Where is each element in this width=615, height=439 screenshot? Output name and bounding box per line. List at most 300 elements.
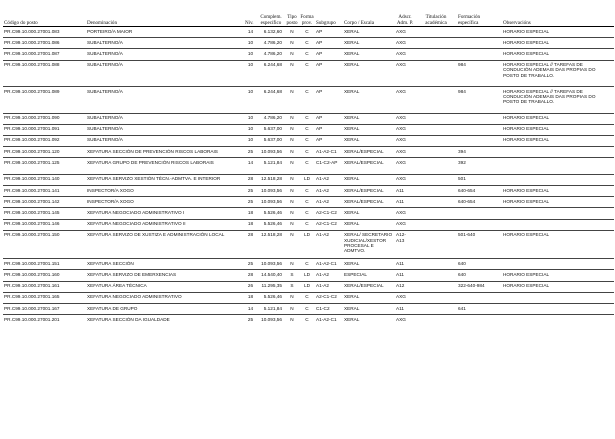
cell-complemento: 5.637,00: [257, 135, 285, 146]
cell-titulacion: [415, 87, 457, 114]
cell-tipo: N: [285, 315, 299, 326]
cell-tipo: N: [285, 124, 299, 135]
cell-titulacion: [415, 270, 457, 281]
table-row: [3, 208, 614, 219]
table-row: [3, 281, 614, 292]
cell-complemento: 10.093,56: [257, 186, 285, 197]
cell-forma: LD: [299, 230, 315, 259]
cell-denominacion: PORTEIRO/A MAIOR: [86, 27, 244, 38]
cell-codigo: PR.C99.10.000.27001.165: [3, 292, 86, 303]
cell-tipo: N: [285, 292, 299, 303]
cell-titulacion: [415, 158, 457, 175]
cell-titulacion: [415, 281, 457, 292]
cell-adscr: AXG: [395, 60, 415, 87]
cell-denominacion: SUBALTERNO/A: [86, 60, 244, 87]
cell-nivel: 25: [244, 197, 257, 208]
cell-observacions: [502, 174, 614, 185]
cell-formacion: [457, 315, 502, 326]
table-row: [3, 304, 614, 315]
cell-adscr: AXG: [395, 113, 415, 124]
header-codigo: Código do posto: [4, 20, 38, 26]
cell-nivel: 14: [244, 27, 257, 38]
cell-titulacion: [415, 60, 457, 87]
cell-codigo: PR.C99.10.000.27001.090: [3, 113, 86, 124]
cell-codigo: PR.C99.10.000.27001.201: [3, 315, 86, 326]
cell-forma: C: [299, 259, 315, 270]
cell-forma: C: [299, 208, 315, 219]
cell-titulacion: [415, 38, 457, 49]
cell-formacion: 984: [457, 60, 502, 87]
cell-adscr: AXG: [395, 38, 415, 49]
cell-tipo: N: [285, 38, 299, 49]
header-titulacion-top: Titulación: [425, 14, 447, 20]
cell-forma: C: [299, 147, 315, 158]
cell-observacions: HORARIO ESPECIAL: [502, 124, 614, 135]
cell-nivel: 10: [244, 38, 257, 49]
cell-denominacion: XEFATURA SECCIÓN: [86, 259, 244, 270]
cell-forma: C: [299, 292, 315, 303]
cell-codigo: PR.C99.10.000.27001.142: [3, 197, 86, 208]
cell-denominacion: XEFATURA DE GRUPO: [86, 304, 244, 315]
cell-observacions: [502, 315, 614, 326]
cell-forma: C: [299, 60, 315, 87]
header-tipo-top: Tipo: [287, 14, 297, 20]
cell-corpo: XERAL: [343, 292, 395, 303]
cell-nivel: 25: [244, 186, 257, 197]
table-row: [3, 27, 614, 38]
cell-titulacion: [415, 174, 457, 185]
cell-nivel: 10: [244, 87, 257, 114]
cell-adscr: AXG: [395, 174, 415, 185]
header-titulacion: [415, 9, 457, 27]
cell-titulacion: [415, 259, 457, 270]
cell-complemento: 12.518,28: [257, 174, 285, 185]
cell-observacions: HORARIO ESPECIAL: [502, 186, 614, 197]
header-titulacion-bottom: académica: [425, 20, 447, 26]
cell-adscr: AXG: [395, 292, 415, 303]
cell-nivel: 25: [244, 259, 257, 270]
cell-formacion: 984: [457, 87, 502, 114]
cell-formacion: 501-640: [457, 230, 502, 259]
table-row: [3, 230, 614, 259]
header-complemento-bottom: específico: [260, 20, 282, 26]
cell-complemento: 6.244,68: [257, 87, 285, 114]
cell-complemento: 10.093,56: [257, 315, 285, 326]
header-corpo: Corpo / Escala: [344, 20, 374, 26]
cell-forma: C: [299, 27, 315, 38]
cell-formacion: [457, 124, 502, 135]
table-row: [3, 158, 614, 175]
cell-observacions: [502, 304, 614, 315]
cell-corpo: XERAL: [343, 87, 395, 114]
cell-codigo: PR.C99.10.000.27001.160: [3, 270, 86, 281]
cell-subgrupo: AP: [315, 60, 343, 87]
cell-observacions: HORARIO ESPECIAL // TAREFAS DE CONDUCIÓN ADEMAIS DAS PROPIAS DO POSTO DE TRABALLO.: [502, 87, 614, 114]
cell-forma: LD: [299, 270, 315, 281]
cell-denominacion: SUBALTERNO/A: [86, 87, 244, 114]
table-row: [3, 49, 614, 60]
cell-observacions: [502, 259, 614, 270]
cell-observacions: HORARIO ESPECIAL: [502, 270, 614, 281]
cell-corpo: XERAL/ESPECIAL: [343, 281, 395, 292]
cell-denominacion: XEFATURA SECCIÓN DE PREVENCIÓN RISCOS LABORAIS: [86, 147, 244, 158]
cell-formacion: [457, 49, 502, 60]
cell-observacions: HORARIO ESPECIAL: [502, 135, 614, 146]
cell-codigo: PR.C99.10.000.27001.089: [3, 87, 86, 114]
cell-complemento: 5.637,00: [257, 124, 285, 135]
cell-corpo: ESPECIAL: [343, 270, 395, 281]
cell-codigo: PR.C99.10.000.27001.146: [3, 219, 86, 230]
cell-formacion: 392: [457, 158, 502, 175]
cell-nivel: 28: [244, 270, 257, 281]
cell-corpo: XERAL: [343, 219, 395, 230]
header-forma-top: Forma: [300, 14, 314, 20]
header-tipo: [285, 9, 299, 27]
cell-corpo: XERAL: [343, 27, 395, 38]
cell-tipo: N: [285, 230, 299, 259]
header-tipo-bottom: posto: [286, 20, 298, 26]
cell-observacions: HORARIO ESPECIAL: [502, 281, 614, 292]
table-row: [3, 270, 614, 281]
cell-subgrupo: A1-A2-C1: [315, 147, 343, 158]
header-adscr-top: Adscr.: [398, 14, 412, 20]
cell-forma: LD: [299, 281, 315, 292]
cell-adscr: AXG: [395, 49, 415, 60]
cell-codigo: PR.C99.10.000.27001.088: [3, 60, 86, 87]
table-header-row: [3, 9, 614, 27]
cell-complemento: 4.786,20: [257, 49, 285, 60]
cell-complemento: 5.526,46: [257, 208, 285, 219]
cell-codigo: PR.C99.10.000.27001.120: [3, 147, 86, 158]
posts-table: [3, 9, 614, 325]
cell-subgrupo: A2-C1-C2: [315, 292, 343, 303]
cell-adscr: A11: [395, 197, 415, 208]
cell-complemento: 5.121,84: [257, 304, 285, 315]
cell-tipo: N: [285, 60, 299, 87]
cell-tipo: N: [285, 113, 299, 124]
cell-tipo: N: [285, 208, 299, 219]
cell-complemento: 10.093,56: [257, 259, 285, 270]
cell-forma: C: [299, 186, 315, 197]
cell-subgrupo: AP: [315, 38, 343, 49]
table-row: [3, 292, 614, 303]
cell-corpo: XERAL: [343, 49, 395, 60]
cell-complemento: 14.540,40: [257, 270, 285, 281]
cell-titulacion: [415, 197, 457, 208]
cell-denominacion: INSPECTOR/A XOGO: [86, 197, 244, 208]
table-row: [3, 197, 614, 208]
cell-codigo: PR.C99.10.000.27001.161: [3, 281, 86, 292]
cell-tipo: N: [285, 304, 299, 315]
header-complemento: [257, 9, 285, 27]
cell-adscr: AXG: [395, 158, 415, 175]
cell-subgrupo: A1-A2: [315, 230, 343, 259]
header-nivel: Niv.: [245, 20, 254, 26]
cell-tipo: N: [285, 219, 299, 230]
cell-titulacion: [415, 49, 457, 60]
cell-adscr: A11: [395, 304, 415, 315]
cell-observacions: HORARIO ESPECIAL: [502, 27, 614, 38]
cell-nivel: 28: [244, 230, 257, 259]
table-row: [3, 87, 614, 114]
cell-corpo: XERAL/ESPECIAL: [343, 186, 395, 197]
cell-complemento: 5.526,46: [257, 219, 285, 230]
cell-formacion: 640: [457, 259, 502, 270]
cell-formacion: [457, 38, 502, 49]
cell-observacions: [502, 292, 614, 303]
cell-corpo: XERAL: [343, 304, 395, 315]
cell-adscr: A11: [395, 270, 415, 281]
cell-titulacion: [415, 135, 457, 146]
table-row: [3, 124, 614, 135]
cell-forma: C: [299, 124, 315, 135]
cell-formacion: [457, 135, 502, 146]
cell-observacions: HORARIO ESPECIAL: [502, 230, 614, 259]
cell-titulacion: [415, 27, 457, 38]
cell-tipo: N: [285, 135, 299, 146]
cell-formacion: 322-640-984: [457, 281, 502, 292]
cell-adscr: A12-A13: [395, 230, 415, 259]
cell-codigo: PR.C99.10.000.27001.141: [3, 186, 86, 197]
cell-forma: C: [299, 38, 315, 49]
cell-observacions: [502, 147, 614, 158]
cell-corpo: XERAL/ SECRETARIO XUDICIAL/XESTOR PROCESAL E ADMTVO.: [343, 230, 395, 259]
cell-nivel: 10: [244, 49, 257, 60]
cell-subgrupo: C1-C2-AP: [315, 158, 343, 175]
cell-codigo: PR.C99.10.000.27001.083: [3, 27, 86, 38]
cell-nivel: 18: [244, 292, 257, 303]
cell-forma: C: [299, 304, 315, 315]
table-row: [3, 135, 614, 146]
cell-subgrupo: A1-A2-C1: [315, 259, 343, 270]
cell-tipo: S: [285, 270, 299, 281]
cell-subgrupo: A1-A2: [315, 270, 343, 281]
cell-denominacion: XEFATURA SERVIZO DE EMERXENCIAS: [86, 270, 244, 281]
cell-denominacion: XEFATURA NEGOCIADO ADMINISTRATIVO: [86, 292, 244, 303]
cell-forma: C: [299, 135, 315, 146]
cell-subgrupo: A1-A2: [315, 174, 343, 185]
cell-tipo: N: [285, 158, 299, 175]
cell-subgrupo: AP: [315, 49, 343, 60]
cell-codigo: PR.C99.10.000.27001.140: [3, 174, 86, 185]
cell-denominacion: SUBALTERNO/A: [86, 124, 244, 135]
cell-subgrupo: A1-A2: [315, 281, 343, 292]
header-formacion-bottom: específica: [458, 20, 479, 26]
cell-tipo: N: [285, 186, 299, 197]
cell-observacions: HORARIO ESPECIAL // TAREFAS DE CONDUCIÓN ADEMAIS DAS PROPIAS DO POSTO DE TRABALLO.: [502, 60, 614, 87]
cell-denominacion: XEFATURA SECCIÓN DA IGUALDADE: [86, 315, 244, 326]
cell-denominacion: XEFATURA NEGOCIADO ADMINISTRATIVO II: [86, 219, 244, 230]
cell-complemento: 6.132,60: [257, 27, 285, 38]
cell-formacion: [457, 27, 502, 38]
cell-subgrupo: AP: [315, 135, 343, 146]
cell-corpo: XERAL: [343, 208, 395, 219]
cell-subgrupo: AP: [315, 124, 343, 135]
table-row: [3, 259, 614, 270]
cell-corpo: XERAL: [343, 174, 395, 185]
cell-forma: C: [299, 113, 315, 124]
header-adscr-bottom: Adm. P.: [396, 20, 414, 26]
cell-adscr: AXG: [395, 124, 415, 135]
cell-codigo: PR.C99.10.000.27001.086: [3, 38, 86, 49]
cell-nivel: 14: [244, 304, 257, 315]
cell-codigo: PR.C99.10.000.27001.125: [3, 158, 86, 175]
cell-denominacion: XEFATURA SERVIZO XESTIÓN TÉCN.-ADMTVA. E INTERIOR: [86, 174, 244, 185]
table-row: [3, 219, 614, 230]
header-adscr: [395, 9, 415, 27]
cell-tipo: N: [285, 147, 299, 158]
cell-subgrupo: AP: [315, 113, 343, 124]
cell-nivel: 10: [244, 113, 257, 124]
cell-complemento: 11.295,35: [257, 281, 285, 292]
cell-nivel: 14: [244, 158, 257, 175]
table-row: [3, 113, 614, 124]
cell-tipo: N: [285, 27, 299, 38]
cell-tipo: N: [285, 87, 299, 114]
cell-titulacion: [415, 208, 457, 219]
cell-nivel: 28: [244, 174, 257, 185]
cell-codigo: PR.C99.10.000.27001.092: [3, 135, 86, 146]
cell-observacions: [502, 158, 614, 175]
cell-corpo: XERAL: [343, 124, 395, 135]
cell-complemento: 5.526,46: [257, 292, 285, 303]
cell-adscr: A11: [395, 259, 415, 270]
cell-complemento: 5.121,84: [257, 158, 285, 175]
cell-subgrupo: A1-A2-C1: [315, 315, 343, 326]
cell-nivel: 25: [244, 147, 257, 158]
cell-formacion: [457, 292, 502, 303]
cell-forma: C: [299, 49, 315, 60]
cell-formacion: [457, 208, 502, 219]
cell-nivel: 10: [244, 60, 257, 87]
header-denominacion: Denominación: [87, 20, 117, 26]
cell-denominacion: SUBALTERNO/A: [86, 38, 244, 49]
cell-forma: C: [299, 197, 315, 208]
cell-codigo: PR.C99.10.000.27001.151: [3, 259, 86, 270]
table-row: [3, 147, 614, 158]
cell-denominacion: SUBALTERNO/A: [86, 113, 244, 124]
cell-titulacion: [415, 186, 457, 197]
cell-tipo: S: [285, 281, 299, 292]
cell-adscr: AXG: [395, 208, 415, 219]
cell-forma: C: [299, 315, 315, 326]
cell-forma: LD: [299, 174, 315, 185]
cell-codigo: PR.C99.10.000.27001.091: [3, 124, 86, 135]
cell-formacion: 501: [457, 174, 502, 185]
cell-formacion: 394: [457, 147, 502, 158]
header-formacion: [457, 9, 502, 27]
header-subgrupo: Subgrupo: [316, 20, 336, 26]
cell-forma: C: [299, 158, 315, 175]
cell-formacion: 640: [457, 270, 502, 281]
cell-nivel: 18: [244, 219, 257, 230]
cell-complemento: 6.244,68: [257, 60, 285, 87]
cell-codigo: PR.C99.10.000.27001.145: [3, 208, 86, 219]
cell-complemento: 4.786,20: [257, 38, 285, 49]
cell-formacion: 640-654: [457, 186, 502, 197]
cell-titulacion: [415, 304, 457, 315]
cell-titulacion: [415, 124, 457, 135]
header-formacion-top: Formación: [458, 14, 481, 20]
cell-nivel: 26: [244, 281, 257, 292]
header-forma-bottom: prov.: [301, 20, 313, 26]
cell-titulacion: [415, 292, 457, 303]
cell-adscr: AXG: [395, 87, 415, 114]
cell-adscr: AXG: [395, 219, 415, 230]
cell-forma: C: [299, 87, 315, 114]
cell-corpo: XERAL/ESPECIAL: [343, 147, 395, 158]
header-observacions: Observacións: [503, 20, 531, 26]
cell-tipo: N: [285, 197, 299, 208]
cell-formacion: [457, 219, 502, 230]
table-row: [3, 186, 614, 197]
cell-subgrupo: A2-C1-C2: [315, 219, 343, 230]
cell-tipo: N: [285, 49, 299, 60]
cell-subgrupo: AP: [315, 87, 343, 114]
cell-denominacion: SUBALTERNO/A: [86, 49, 244, 60]
cell-adscr: AXG: [395, 27, 415, 38]
cell-subgrupo: C1-C2: [315, 304, 343, 315]
cell-corpo: XERAL: [343, 38, 395, 49]
cell-nivel: 10: [244, 135, 257, 146]
cell-subgrupo: A2-C1-C2: [315, 208, 343, 219]
cell-corpo: XERAL/ESPECIAL: [343, 158, 395, 175]
cell-titulacion: [415, 147, 457, 158]
cell-corpo: XERAL: [343, 113, 395, 124]
header-complemento-top: Complem.: [260, 14, 282, 20]
cell-nivel: 25: [244, 315, 257, 326]
cell-observacions: HORARIO ESPECIAL: [502, 197, 614, 208]
cell-subgrupo: A1-A2: [315, 197, 343, 208]
cell-adscr: A12: [395, 281, 415, 292]
cell-subgrupo: AP: [315, 27, 343, 38]
cell-forma: C: [299, 219, 315, 230]
cell-adscr: A11: [395, 186, 415, 197]
cell-codigo: PR.C99.10.000.27001.167: [3, 304, 86, 315]
cell-denominacion: INSPECTOR/A XOGO: [86, 186, 244, 197]
cell-complemento: 10.093,56: [257, 197, 285, 208]
cell-observacions: [502, 208, 614, 219]
cell-complemento: 12.518,28: [257, 230, 285, 259]
cell-formacion: 641: [457, 304, 502, 315]
cell-adscr: AXG: [395, 147, 415, 158]
cell-adscr: AXG: [395, 135, 415, 146]
cell-denominacion: SUBALTERNO/A: [86, 135, 244, 146]
cell-denominacion: XEFATURA ÁREA TÉCNICA: [86, 281, 244, 292]
cell-corpo: XERAL: [343, 60, 395, 87]
cell-adscr: AXG: [395, 315, 415, 326]
cell-nivel: 10: [244, 124, 257, 135]
cell-complemento: 10.093,56: [257, 147, 285, 158]
cell-observacions: [502, 219, 614, 230]
cell-titulacion: [415, 219, 457, 230]
cell-complemento: 4.786,20: [257, 113, 285, 124]
cell-subgrupo: A1-A2: [315, 186, 343, 197]
cell-codigo: PR.C99.10.000.27001.150: [3, 230, 86, 259]
table-row: [3, 174, 614, 185]
table-row: [3, 315, 614, 326]
header-forma: [299, 9, 315, 27]
cell-formacion: 640-654: [457, 197, 502, 208]
cell-corpo: XERAL/ESPECIAL: [343, 197, 395, 208]
cell-tipo: N: [285, 174, 299, 185]
cell-observacions: HORARIO ESPECIAL: [502, 38, 614, 49]
cell-observacions: HORARIO ESPECIAL: [502, 49, 614, 60]
cell-corpo: XERAL: [343, 135, 395, 146]
table-row: [3, 38, 614, 49]
cell-tipo: N: [285, 259, 299, 270]
cell-titulacion: [415, 315, 457, 326]
